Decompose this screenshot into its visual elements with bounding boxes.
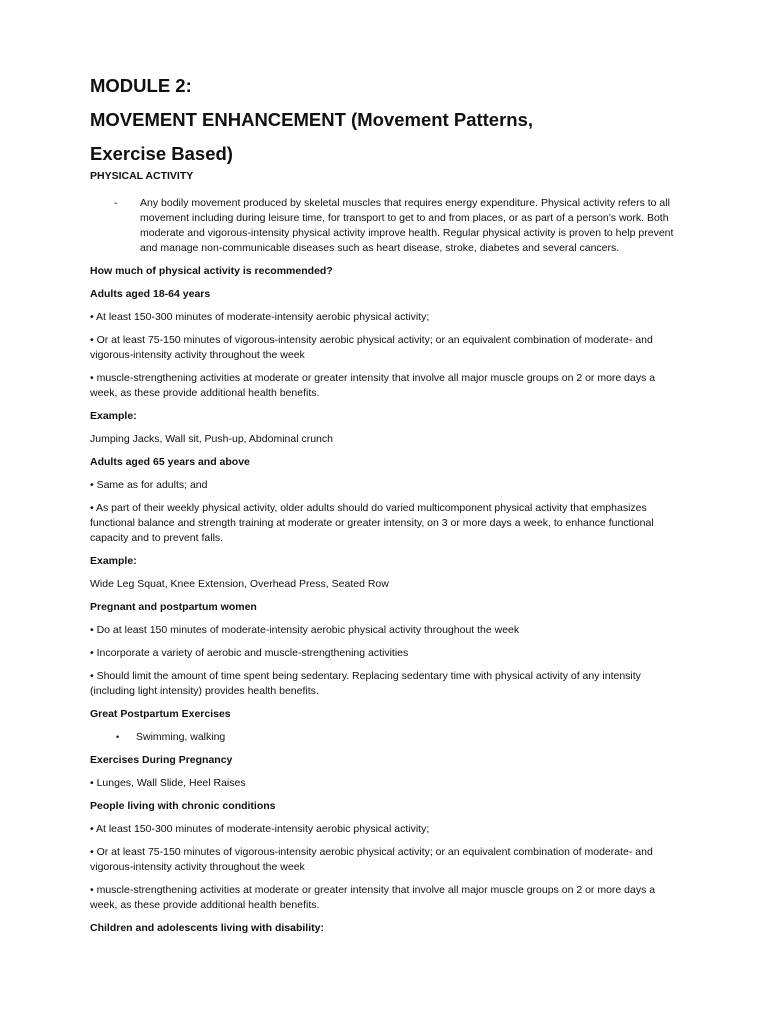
dash-marker: -: [114, 197, 118, 209]
module-subtitle-line2: Exercise Based): [90, 143, 233, 164]
list-item: [90, 730, 680, 745]
section-heading-physical-activity: PHYSICAL ACTIVITY: [90, 170, 194, 182]
example-label: Example:: [90, 555, 137, 567]
section-heading-chronic: People living with chronic conditions: [90, 800, 276, 812]
list-item: • Or at least 75-150 minutes of vigorous-intensity aerobic physical activity; or an equivalent combination of moderate- and vigorous-intensity activity throughout the week: [90, 846, 653, 873]
list-item: • muscle-strengthening activities at moderate or greater intensity that involve all major muscle groups on 2 or more days a week, as these provide additional health benefits.: [90, 372, 656, 399]
list-item-text: Swimming, walking: [136, 731, 226, 743]
list-item: • Same as for adults; and: [90, 479, 208, 491]
list-item: • As part of their weekly physical activity, older adults should do varied multicomponent physical activity that emphasizes functional balance and strength training at moderate or greater intensity, on 3 or more days a week, to enhance functional capacity and to prevent falls.: [90, 502, 654, 544]
list-item: • muscle-strengthening activities at moderate or greater intensity that involve all major muscle groups on 2 or more days a week, as these provide additional health benefits.: [90, 884, 656, 911]
example-text: Jumping Jacks, Wall sit, Push-up, Abdominal crunch: [90, 433, 333, 445]
bullet-marker: •: [116, 732, 120, 742]
list-item: • Do at least 150 minutes of moderate-intensity aerobic physical activity throughout the week: [90, 624, 520, 636]
section-heading-children: Children and adolescents living with disability:: [90, 922, 324, 934]
section-heading-pregnant: Pregnant and postpartum women: [90, 601, 257, 613]
list-item: • At least 150-300 minutes of moderate-intensity aerobic physical activity;: [90, 311, 430, 323]
section-heading-pregnancy-exercises: Exercises During Pregnancy: [90, 754, 233, 766]
module-subtitle-line1: MOVEMENT ENHANCEMENT (Movement Patterns,: [90, 109, 534, 130]
definition-item: [90, 196, 680, 256]
list-item: • Lunges, Wall Slide, Heel Raises: [90, 777, 246, 789]
example-label: Example:: [90, 410, 137, 422]
section-heading-postpartum: Great Postpartum Exercises: [90, 708, 231, 720]
definition-text: Any bodily movement produced by skeletal muscles that requires energy expenditure. Physical activity refers to all movement including during leisure time, for transport to get to and from places, or as part of a person’s work. Both moderate and vigorous-intensity physical activity improve health. Regular physical activity is proven to help prevent and manage non-communicable diseases such as heart disease, stroke, diabetes and several cancers.: [140, 197, 674, 254]
section-heading-adults: Adults aged 18-64 years: [90, 288, 211, 300]
section-heading-older-adults: Adults aged 65 years and above: [90, 456, 250, 468]
list-item: • At least 150-300 minutes of moderate-intensity aerobic physical activity;: [90, 823, 430, 835]
module-title: MODULE 2:: [90, 75, 192, 96]
list-item: • Should limit the amount of time spent being sedentary. Replacing sedentary time with physical activity of any intensity (including light intensity) provides health benefits.: [90, 670, 641, 697]
list-item: • Incorporate a variety of aerobic and muscle-strengthening activities: [90, 647, 409, 659]
document-body: [90, 164, 680, 936]
example-text: Wide Leg Squat, Knee Extension, Overhead Press, Seated Row: [90, 578, 389, 590]
recommendation-question: How much of physical activity is recommended?: [90, 265, 333, 277]
list-item: • Or at least 75-150 minutes of vigorous-intensity aerobic physical activity; or an equivalent combination of moderate- and vigorous-intensity activity throughout the week: [90, 334, 653, 361]
